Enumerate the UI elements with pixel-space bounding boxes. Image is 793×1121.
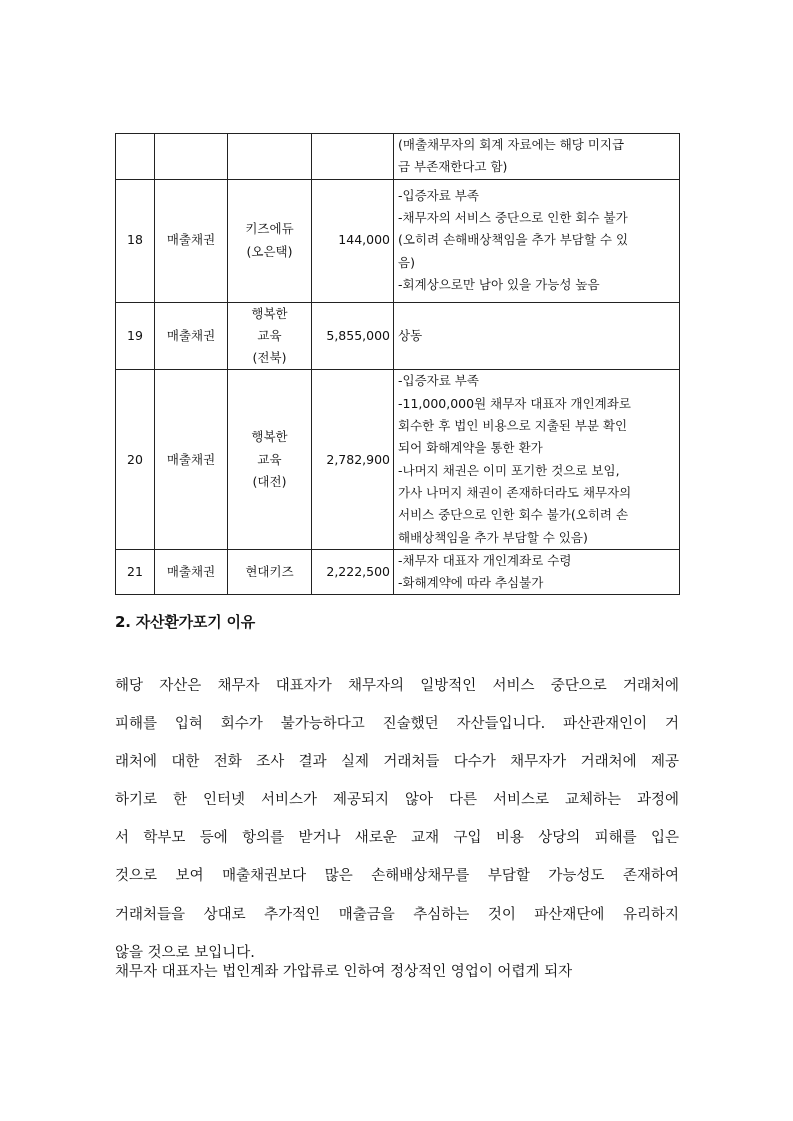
cell-number: 19 [116, 302, 155, 370]
paragraph-line: 않을 것으로 보입니다. [115, 944, 255, 961]
cell-asset-type [155, 134, 228, 180]
remark-line: -입증자료 부족 [398, 187, 479, 203]
remark-line: 가사 나머지 채권이 존재하더라도 채무자의 [398, 484, 632, 500]
remark-line: -11,000,000원 채무자 대표자 개인계좌로 [398, 395, 631, 411]
paragraph-line: 래처에 대한 전화 조사 결과 실제 거래처들 다수가 채무자가 거래처에 제공 [115, 754, 679, 771]
remark-line: -입증자료 부족 [398, 373, 479, 389]
paragraph-line: 하기로 한 인터넷 서비스가 제공되지 않아 다른 서비스로 교체하는 과정에 [115, 792, 679, 809]
cell-remarks [394, 302, 680, 370]
asset-table [115, 133, 680, 595]
cell-counterparty [228, 179, 312, 302]
remark-line: 되어 화해계약을 통한 환가 [398, 440, 543, 456]
cell-number: 21 [116, 549, 155, 595]
remark-line: (오히려 손해배상책임을 추가 부담할 수 있 [398, 232, 629, 248]
remark-line: (매출채무자의 회계 자료에는 해당 미지급 [398, 137, 625, 152]
remark-line: -나머지 채권은 이미 포기한 것으로 보임, [398, 462, 620, 478]
counterparty-line: 현대키즈 [245, 564, 294, 579]
remark-line: -화해계약에 따라 추심불가 [398, 575, 544, 591]
cell-counterparty [228, 302, 312, 370]
cell-remarks [394, 549, 680, 595]
cell-asset-type: 매출채권 [155, 549, 228, 595]
cell-number [116, 134, 155, 180]
cell-counterparty [228, 134, 312, 180]
counterparty-line: (오은택) [246, 243, 293, 259]
section-title: 2. 자산환가포기 이유 [115, 613, 256, 631]
cell-number: 18 [116, 179, 155, 302]
cell-number: 20 [116, 370, 155, 549]
counterparty-line: 키즈에듀 [245, 221, 294, 237]
counterparty-line: 행복한 [251, 305, 288, 321]
remark-line: 서비스 중단으로 인한 회수 불가(오히려 손 [398, 507, 629, 523]
remark-line: -회계상으로만 남아 있을 가능성 높음 [398, 277, 600, 293]
cell-remarks [394, 134, 680, 180]
cell-remarks [394, 370, 680, 549]
cell-amount: 2,782,900 [312, 370, 394, 549]
counterparty-line: 교육 [257, 451, 282, 467]
paragraph-line: 채무자 대표자는 법인계좌 가압류로 인하여 정상적인 영업이 어렵게 되자 [115, 964, 573, 980]
table-row [116, 370, 680, 549]
table-row [116, 134, 680, 180]
cell-amount: 144,000 [312, 179, 394, 302]
remark-line: 회수한 후 법인 비용으로 지출된 부분 확인 [398, 418, 628, 434]
cell-counterparty [228, 549, 312, 595]
remark-line: 금 부존재한다고 함) [398, 159, 508, 175]
cell-amount: 5,855,000 [312, 302, 394, 370]
cell-asset-type: 매출채권 [155, 179, 228, 302]
remark-line: -채무자의 서비스 중단으로 인한 회수 불가 [398, 210, 628, 226]
paragraph-line: 서 학부모 등에 항의를 받거나 새로운 교재 구입 비용 상당의 피해를 입은 [115, 830, 679, 847]
asset-table-body [116, 134, 680, 595]
cell-amount: 2,222,500 [312, 549, 394, 595]
cell-remarks [394, 179, 680, 302]
counterparty-line: 행복한 [251, 429, 288, 445]
remark-line: -채무자 대표자 개인계좌로 수령 [398, 552, 572, 568]
paragraph-line: 거래처들을 상대로 추가적인 매출금을 추심하는 것이 파산재단에 유리하지 [115, 906, 679, 923]
counterparty-line: (대전) [252, 473, 287, 489]
counterparty-line: (전북) [252, 350, 287, 366]
table-row [116, 302, 680, 370]
remark-line: 해배상책임을 추가 부담할 수 있음) [398, 529, 588, 545]
paragraph-reason [115, 676, 679, 981]
paragraph-continuation [115, 962, 679, 1000]
counterparty-line: 교육 [257, 327, 282, 343]
paragraph-line: 것으로 보여 매출채권보다 많은 손해배상채무를 부담할 가능성도 존재하여 [115, 868, 679, 885]
table-row [116, 549, 680, 595]
table-row [116, 179, 680, 302]
cell-asset-type: 매출채권 [155, 370, 228, 549]
paragraph-line: 피해를 입혀 회수가 불가능하다고 진술했던 자산들입니다. 파산관재인이 거 [115, 716, 679, 733]
cell-amount [312, 134, 394, 180]
paragraph-line: 해당 자산은 채무자 대표자가 채무자의 일방적인 서비스 중단으로 거래처에 [115, 678, 679, 694]
remark-line: 상동 [398, 327, 423, 343]
cell-counterparty [228, 370, 312, 549]
cell-asset-type: 매출채권 [155, 302, 228, 370]
remark-line: 음) [398, 254, 415, 270]
